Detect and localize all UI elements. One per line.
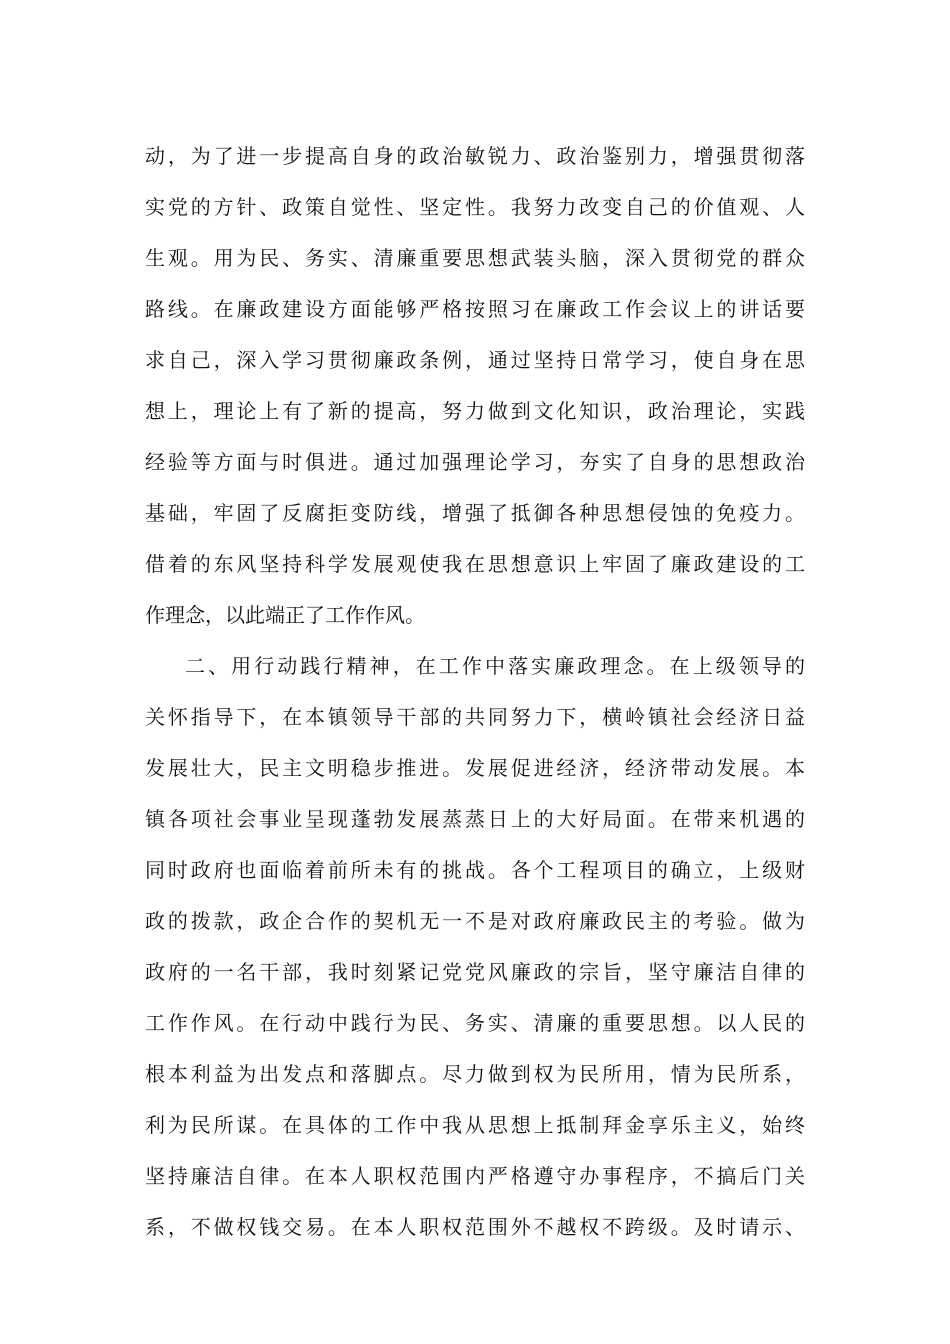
text-line: 镇各项社会事业呈现蓬勃发展蒸蒸日上的大好局面。在带来机遇的 xyxy=(145,807,805,831)
text-line: 系，不做权钱交易。在本人职权范围外不越权不跨级。及时请示、 xyxy=(145,1215,805,1239)
text-line: 二、用行动践行精神，在工作中落实廉政理念。在上级领导的 xyxy=(185,654,805,678)
text-line: 政的拨款，政企合作的契机无一不是对政府廉政民主的考验。做为 xyxy=(145,909,805,933)
text-line: 路线。在廉政建设方面能够严格按照习在廉政工作会议上的讲话要 xyxy=(145,297,805,321)
document-body xyxy=(145,131,805,1253)
text-line: 关怀指导下，在本镇领导干部的共同努力下，横岭镇社会经济日益 xyxy=(145,705,805,729)
text-line: 经验等方面与时俱进。通过加强理论学习，夯实了自身的思想政治 xyxy=(145,450,805,474)
text-line: 作理念，以此端正了工作作风。 xyxy=(145,603,425,627)
text-line: 借着的东风坚持科学发展观使我在思想意识上牢固了廉政建设的工 xyxy=(145,552,805,576)
text-line: 坚持廉洁自律。在本人职权范围内严格遵守办事程序，不搞后门关 xyxy=(145,1164,805,1188)
paragraph-1 xyxy=(145,131,805,641)
text-line: 想上，理论上有了新的提高，努力做到文化知识，政治理论，实践 xyxy=(145,399,805,423)
text-line: 工作作风。在行动中践行为民、务实、清廉的重要思想。以人民的 xyxy=(145,1011,805,1035)
text-line: 基础，牢固了反腐拒变防线，增强了抵御各种思想侵蚀的免疫力。 xyxy=(145,501,805,525)
text-line: 生观。用为民、务实、清廉重要思想武装头脑，深入贯彻党的群众 xyxy=(145,246,805,270)
text-line: 根本利益为出发点和落脚点。尽力做到权为民所用，情为民所系， xyxy=(145,1062,805,1086)
text-line: 求自己，深入学习贯彻廉政条例，通过坚持日常学习，使自身在思 xyxy=(145,348,805,372)
text-line: 动，为了进一步提高自身的政治敏锐力、政治鉴别力，增强贯彻落 xyxy=(145,144,805,168)
text-line: 政府的一名干部，我时刻紧记党党风廉政的宗旨，坚守廉洁自律的 xyxy=(145,960,805,984)
text-line: 利为民所谋。在具体的工作中我从思想上抵制拜金享乐主义，始终 xyxy=(145,1113,805,1137)
text-line: 发展壮大，民主文明稳步推进。发展促进经济，经济带动发展。本 xyxy=(145,756,805,780)
text-line: 同时政府也面临着前所未有的挑战。各个工程项目的确立，上级财 xyxy=(145,858,805,882)
text-line: 实党的方针、政策自觉性、坚定性。我努力改变自己的价值观、人 xyxy=(145,195,805,219)
paragraph-2 xyxy=(145,641,805,1253)
